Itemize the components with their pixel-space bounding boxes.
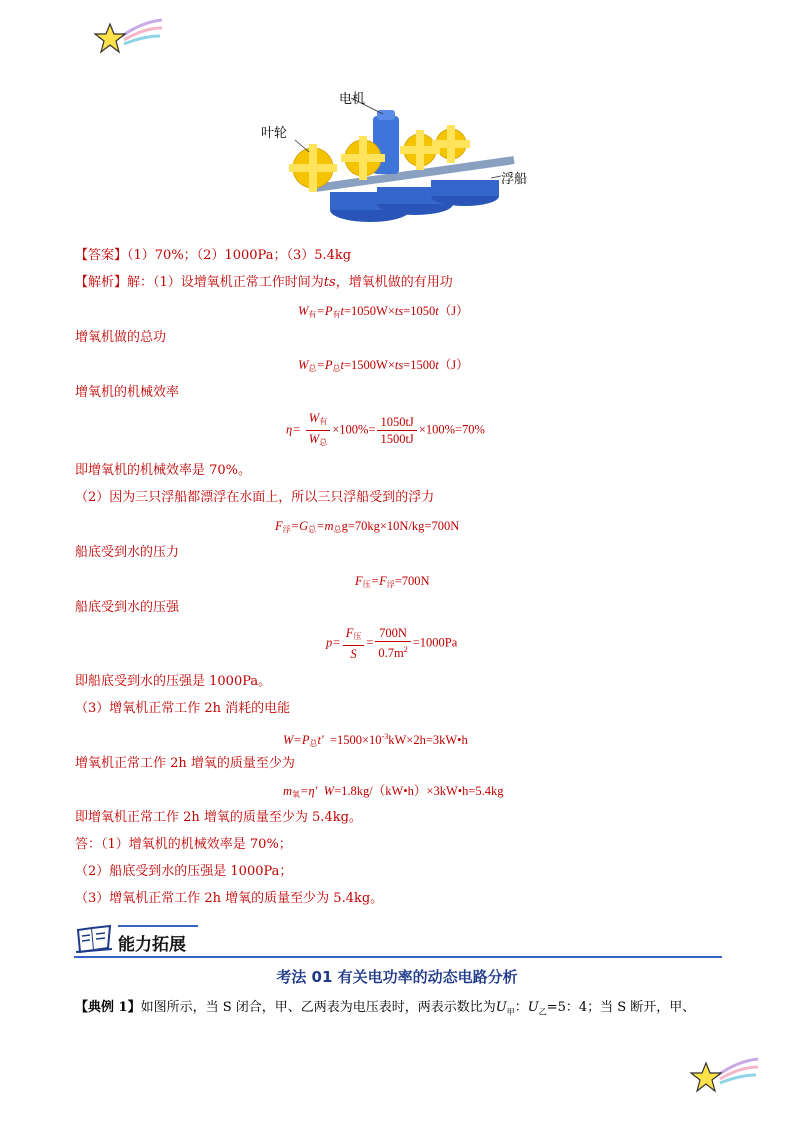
equation-pressure: p= $\frac{F_压}{S}$ = $\frac{700N}{0.7m^2}$ =1000Pa xyxy=(326,626,458,661)
equation-buoyancy: $F_浮=G_总=m_总g=70kg\times 10N/kg=700N$ xyxy=(275,519,460,534)
efficiency-label: 增氧机的机械效率 xyxy=(75,385,180,400)
equation-efficiency: η= $\frac{W_有}{W_总}$ ×100%= $\frac{1050tJ}{1500tJ}$ ×100%=70% xyxy=(286,411,485,447)
mass-result: 即增氧机正常工作 2h 增氧的质量至少为 5.4kg。 xyxy=(75,810,362,825)
equation-total-work: $W_总=P_总t=1500W\times ts=1500t(J)$ xyxy=(298,358,469,373)
open-book-icon xyxy=(74,922,114,954)
example-tag: 【典例 1】 xyxy=(75,1000,141,1015)
answer-line xyxy=(75,247,351,265)
total-work-label: 增氧机做的总功 xyxy=(75,330,167,345)
pressure-result: 即船底受到水的压强是 1000Pa。 xyxy=(75,674,272,689)
equation-pressure-force: $F_压=F_浮=700N$ xyxy=(355,574,430,589)
pressure-label: 船底受到水的压强 xyxy=(75,600,180,615)
star-decoration-top-icon xyxy=(92,16,164,60)
example-line: 【典例 1】如图所示，当 S 闭合，甲、乙两表为电压表时，两表示数比为$U_甲$：$U_乙=5$：4；当 S 断开，甲、 xyxy=(75,1000,696,1017)
float-label: 浮船 xyxy=(501,172,528,187)
method-heading: 考法 01 有关电功率的动态电路分析 xyxy=(276,968,518,986)
analysis-intro: 【解析】解：（1）设增氧机正常工作时间为ts，增氧机做的有用功 xyxy=(75,275,453,290)
final-answer-2: （2）船底受到水的压强是 1000Pa； xyxy=(75,864,293,879)
efficiency-result: 即增氧机的机械效率是 70%。 xyxy=(75,463,252,478)
motor-label: 电机 xyxy=(339,92,366,107)
section-divider xyxy=(74,956,722,958)
mass-label: 增氧机正常工作 2h 增氧的质量至少为 xyxy=(75,756,295,771)
final-answer-3: （3）增氧机正常工作 2h 增氧的质量至少为 5.4kg。 xyxy=(75,891,384,906)
equation-energy: $W=P_总t'$ $=1500\times 10^{-3}kW\times 2h=3kW•h$ xyxy=(283,732,468,749)
star-decoration-bottom-icon xyxy=(688,1055,760,1099)
aerator-figure xyxy=(255,92,545,227)
equation-useful-work: $W_有=P_有t=1050W\times ts=1050t(J)$ xyxy=(298,304,469,319)
impeller-label: 叶轮 xyxy=(261,126,288,141)
section-title: 能力拓展 xyxy=(118,935,186,955)
equation-oxygen-mass: $m_氧=\eta'$ W=1.8kg/（kW•h）×3kW•h=5.4kg xyxy=(283,784,504,799)
final-answer-1: 答：（1）增氧机的机械效率是 70%； xyxy=(75,837,292,852)
answer-text: （1）70%；（2）1000Pa；（3）5.4kg xyxy=(127,248,352,263)
part3-text: （3）增氧机正常工作 2h 消耗的电能 xyxy=(75,701,291,716)
pressure-force-label: 船底受到水的压力 xyxy=(75,545,180,560)
part2-text: （2）因为三只浮船都漂浮在水面上，所以三只浮船受到的浮力 xyxy=(75,490,435,505)
analysis-tag: 【解析】 xyxy=(75,275,128,290)
aerator-illustration xyxy=(255,92,545,227)
answer-tag: 【答案】 xyxy=(75,248,128,263)
section-underline-accent xyxy=(118,925,198,927)
